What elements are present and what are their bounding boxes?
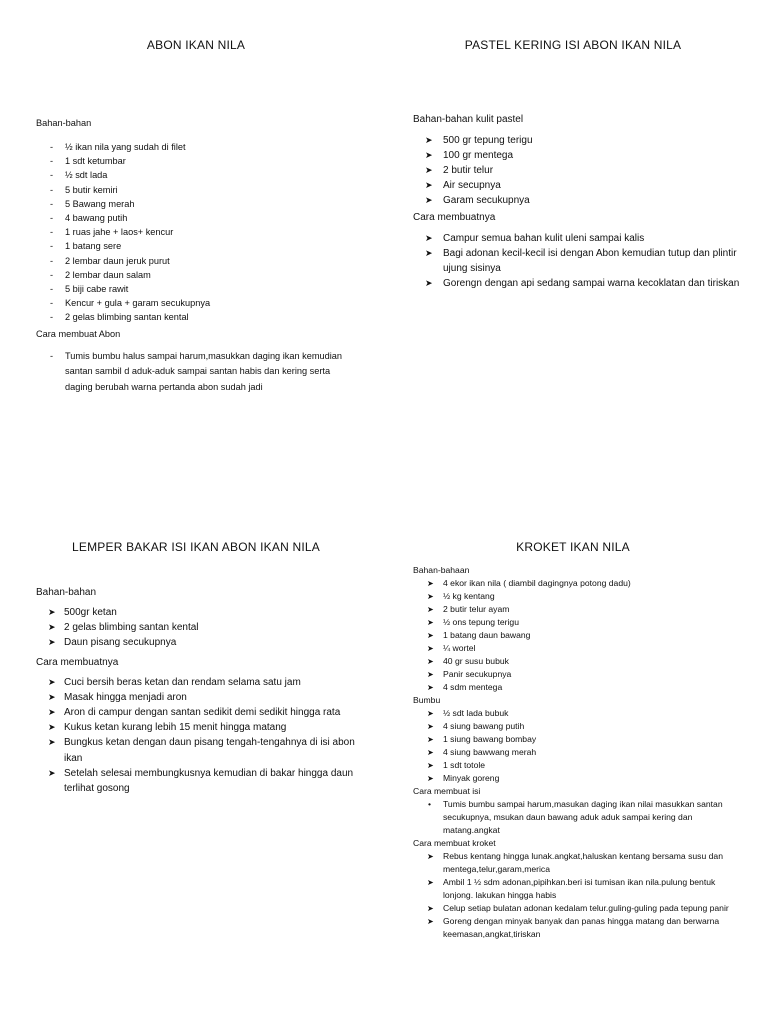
list-item: ➤ 4 siung bawang putih [413,720,743,733]
filling-label: Cara membuat isi [413,786,481,796]
list-item: - Kencur + gula + garam secukupnya [36,296,356,310]
list-item: ➤ Goreng dengan minyak banyak dan panas hingga matang dan berwarna keemasan,angkat,tiriskan [413,915,743,941]
list-item: ➤ 100 gr mentega [413,148,743,163]
list-item: ➤ 500 gr tepung terigu [413,133,743,148]
recipe-lemper-bakar [36,540,356,796]
list-item: ➤ ½ kg kentang [413,590,743,603]
ingredients-label: Bahan-bahaan [413,565,470,575]
list-item: - ½ sdt lada [36,168,356,182]
method-label: Cara membuat kroket [413,838,496,848]
list-item: ➤ 4 ekor ikan nila ( diambil dagingnya potong dadu) [413,577,743,590]
list-item: - 2 lembar daun jeruk purut [36,254,356,268]
list-item: ➤ ½ ons tepung terigu [413,616,743,629]
list-item: - 1 ruas jahe + laos+ kencur [36,225,356,239]
list-item: - Tumis bumbu halus sampai harum,masukkan daging ikan kemudian santan sambil d aduk-aduk sampai santan habis dan kering serta daging berubah warna pertanda abon sudah jadi [36,349,356,396]
method-label: Cara membuatnya [413,212,496,223]
list-item: - 2 gelas blimbing santan kental [36,310,356,324]
list-item: - ½ ikan nila yang sudah di filet [36,140,356,154]
list-item: ➤ Rebus kentang hingga lunak.angkat,haluskan kentang bersama susu dan mentega,telur,garam,merica [413,850,743,876]
ingredients-list [413,133,743,208]
list-item: ➤ Campur semua bahan kulit uleni sampai kalis [413,231,743,246]
list-item: ➤ Panir secukupnya [413,668,743,681]
list-item: ➤ Aron di campur dengan santan sedikit demi sedikit hingga rata [36,705,356,720]
list-item: ➤ Ambil 1 ½ sdm adonan,pipihkan.beri isi tumisan ikan nila.pulung bentuk lonjong. lakukan hingga habis [413,876,743,902]
recipe-title: PASTEL KERING ISI ABON IKAN NILA [464,38,682,52]
ingredients-list [36,140,356,325]
list-item: - 2 lembar daun salam [36,268,356,282]
list-item: ➤ 2 butir telur ayam [413,603,743,616]
method-label: Cara membuatnya [36,656,119,668]
list-item: ➤ Air secupnya [413,178,743,193]
recipe-title: KROKET IKAN NILA [516,540,630,554]
filling-list [413,798,743,837]
list-item: ➤ 2 gelas blimbing santan kental [36,620,356,635]
list-item: ➤ 1 sdt totole [413,759,743,772]
list-item: - 5 butir kemiri [36,183,356,197]
list-item: ➤ ½ sdt lada bubuk [413,707,743,720]
ingredients-list [36,605,356,651]
recipe-title: ABON IKAN NILA [146,38,246,52]
list-item: ➤ Setelah selesai membungkusnya kemudian di bakar hingga daun terlihat gosong [36,766,356,796]
list-item: ➤ 4 sdm mentega [413,681,743,694]
list-item: ➤ Kukus ketan kurang lebih 15 menit hingga matang [36,720,356,735]
spice-list [413,707,743,785]
list-item: ➤ 500gr ketan [36,605,356,620]
method-list [413,850,743,941]
ingredients-list [413,577,743,694]
list-item: ➤ Masak hingga menjadi aron [36,690,356,705]
ingredients-label: Bahan-bahan [36,118,92,128]
list-item: ➤ ¼ wortel [413,642,743,655]
list-item: ➤ Bungkus ketan dengan daun pisang tengah-tengahnya di isi abon ikan [36,735,356,765]
method-list [413,231,743,291]
list-item: - 4 bawang putih [36,211,356,225]
method-list [36,349,356,396]
list-item: ➤ Celup setiap bulatan adonan kedalam telur.guling-guling pada tepung panir [413,902,743,915]
list-item: ➤ 2 butir telur [413,163,743,178]
list-item: ➤ 1 batang daun bawang [413,629,743,642]
list-item: ➤ 1 siung bawang bombay [413,733,743,746]
method-label: Cara membuat Abon [36,328,121,339]
list-item: - 5 biji cabe rawit [36,282,356,296]
list-item: ➤ Daun pisang secukupnya [36,635,356,650]
recipe-pastel-kering [413,38,743,291]
list-item: - 5 Bawang merah [36,197,356,211]
list-item: ➤ Bagi adonan kecil-kecil isi dengan Abon kemudian tutup dan plintir ujung sisinya [413,246,743,276]
list-item: ➤ Gorengn dengan api sedang sampai warna kecoklatan dan tiriskan [413,276,743,291]
ingredients-label: Bahan-bahan [36,587,97,598]
method-list [36,675,356,797]
list-item: ➤ Minyak goreng [413,772,743,785]
list-item: ➤ 4 siung bawwang merah [413,746,743,759]
list-item: ➤ 40 gr susu bubuk [413,655,743,668]
recipe-abon-ikan-nila [36,38,356,395]
list-item: ➤ Garam secukupnya [413,193,743,208]
list-item: ➤ Cuci bersih beras ketan dan rendam selama satu jam [36,675,356,690]
ingredients-label: Bahan-bahan kulit pastel [413,114,524,125]
list-item: • Tumis bumbu sampai harum,masukan daging ikan nilai masukkan santan secukupnya, msukan daun bawang aduk aduk sampai kering dan matang.angkat [413,798,743,837]
recipe-kroket-ikan-nila [413,540,743,941]
recipe-title: LEMPER BAKAR ISI IKAN ABON IKAN NILA [72,540,320,554]
spice-label: Bumbu [413,695,441,705]
list-item: - 1 sdt ketumbar [36,154,356,168]
list-item: - 1 batang sere [36,239,356,253]
